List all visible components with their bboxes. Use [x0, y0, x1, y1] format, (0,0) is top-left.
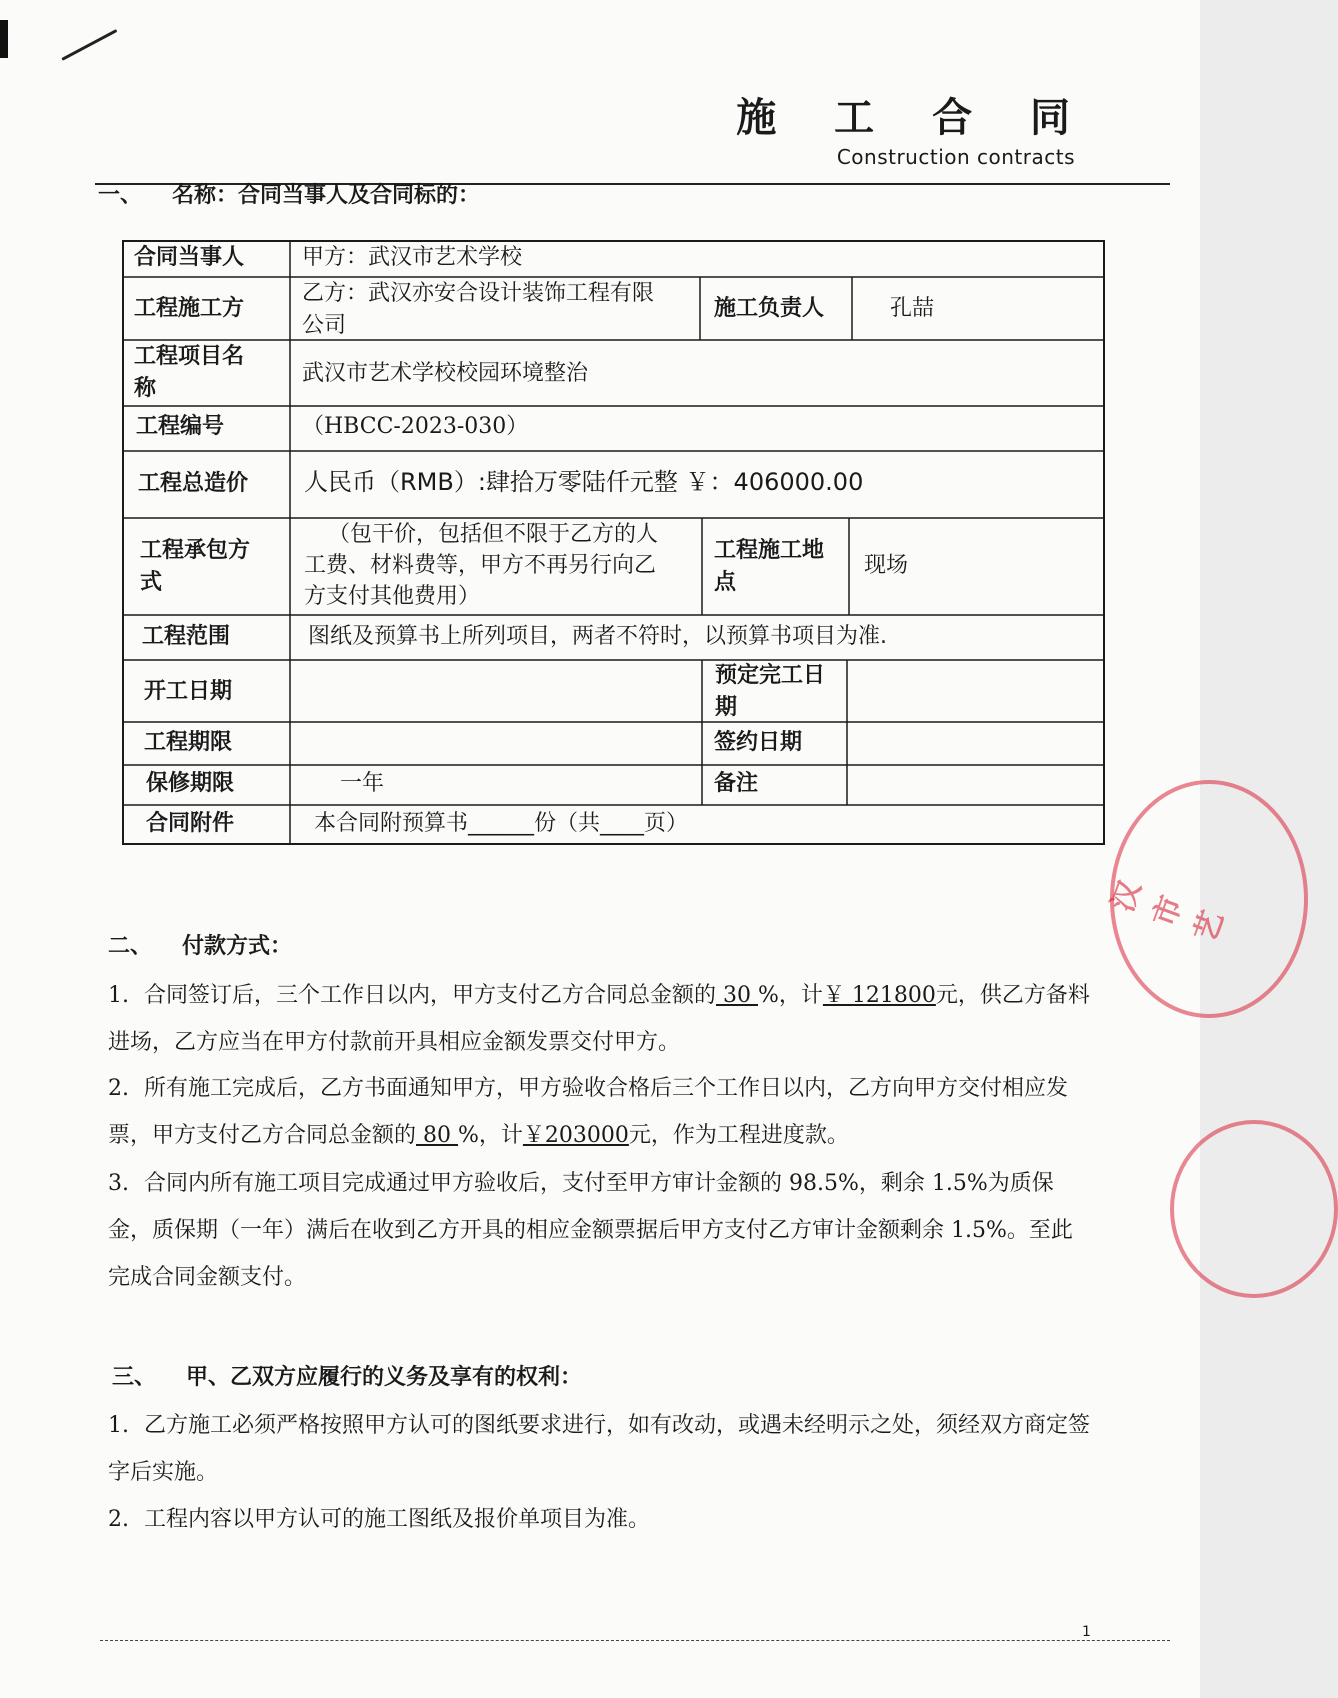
payment-item-1-percent: 30 [716, 983, 758, 1008]
contractor-value-line-1: 乙方：武汉亦安合设计装饰工程有限 [302, 281, 655, 306]
section-1-heading [98, 178, 480, 209]
duty-item-2-index: 2. [108, 1507, 129, 1532]
pen-stroke-mark [61, 29, 117, 61]
payment-item-2 [108, 1065, 1093, 1159]
remark-label: 备注 [714, 771, 759, 796]
sign-date-label: 签约日期 [714, 730, 803, 755]
payment-item-1-pre: 合同签订后，三个工作日以内，甲方支付乙方合同总金额的 [144, 983, 717, 1008]
attachment-value: 本合同附预算书______份（共____页） [314, 811, 689, 836]
seal-stamp-lower [1170, 1120, 1338, 1298]
payment-item-3-text: 合同内所有施工项目完成通过甲方验收后，支付至甲方审计金额的 98.5%，剩余 1.5%为质保金，质保期（一年）满后在收到乙方开具的相应金额票据后甲方支付乙方审计金额剩余 1.5%。至此完成合同金额支付。 [108, 1171, 1073, 1290]
duty-item-2 [108, 1496, 1093, 1543]
project-name-label [134, 341, 244, 405]
page-number: 1 [1082, 1624, 1091, 1640]
payment-item-1-amount: ￥ 121800 [822, 983, 936, 1008]
warranty-label: 保修期限 [146, 771, 235, 796]
scan-edge-mark [0, 20, 8, 58]
contract-mode-label-line-1: 工程承包方 [140, 538, 251, 563]
contract-mode-value-line-2: 工费、材料费等，甲方不再另行向乙 [304, 553, 657, 578]
section-1-title: 名称：合同当事人及合同标的： [172, 183, 481, 208]
manager-value: 孔喆 [890, 296, 935, 321]
section-2-heading [108, 929, 292, 960]
payment-item-1-index: 1. [108, 983, 129, 1008]
payment-item-2-post: 元，作为工程进度款。 [628, 1123, 849, 1148]
payment-item-3 [108, 1160, 1093, 1301]
payment-item-1 [108, 972, 1093, 1066]
total-price-value: 人民币（RMB）:肆拾万零陆仟元整 ￥：406000.00 [304, 468, 864, 496]
site-value: 现场 [864, 553, 909, 578]
attachment-label: 合同附件 [146, 811, 235, 836]
duty-item-2-text: 工程内容以甲方认可的施工图纸及报价单项目为准。 [144, 1507, 651, 1532]
section-3-heading [112, 1360, 582, 1391]
project-no-value: （HBCC-2023-030） [302, 414, 529, 439]
start-date-label: 开工日期 [144, 679, 233, 704]
payment-item-1-post: 元，供乙方备料进场，乙方应当在甲方付款前开具相应金额发票交付甲方。 [108, 983, 1090, 1055]
section-3-number: 三、 [112, 1365, 157, 1390]
project-name-label-line-1: 工程项目名 [134, 344, 245, 369]
party-value: 甲方：武汉市艺术学校 [302, 245, 523, 270]
site-label-line-1: 工程施工地 [714, 538, 825, 563]
contractor-value-line-2: 公司 [302, 313, 347, 338]
project-name-value: 武汉市艺术学校校园环境整治 [302, 361, 589, 386]
document-subtitle: Construction contracts [836, 145, 1075, 169]
contract-mode-label-line-2: 式 [140, 570, 163, 595]
site-label [714, 535, 824, 599]
contract-info-table [122, 240, 1105, 845]
planned-end-label-line-1: 预定完工日 [715, 663, 826, 688]
party-label: 合同当事人 [134, 245, 245, 270]
payment-item-1-mid: %，计 [758, 983, 823, 1008]
contract-mode-value [304, 519, 658, 612]
contractor-value [302, 278, 654, 342]
duty-item-1 [108, 1402, 1093, 1496]
scope-value: 图纸及预算书上所列项目，两者不符时，以预算书项目为准. [308, 624, 887, 649]
duty-item-1-text: 乙方施工必须严格按照甲方认可的图纸要求进行，如有改动，或遇未经明示之处，须经双方商定签字后实施。 [108, 1413, 1091, 1485]
seal-stamp-upper-glyph: 汉 市 艺 [1105, 876, 1232, 947]
contract-mode-value-line-1: （包干价，包括但不限于乙方的人 [328, 522, 659, 547]
duty-item-1-index: 1. [108, 1413, 129, 1438]
section-2-title: 付款方式： [182, 934, 293, 959]
scope-label: 工程范围 [142, 624, 231, 649]
total-price-label: 工程总造价 [138, 471, 249, 496]
payment-item-2-amount: ￥203000 [522, 1123, 629, 1148]
project-no-label: 工程编号 [136, 414, 225, 439]
payment-item-2-percent: 80 [416, 1123, 458, 1148]
payment-item-2-mid: %，计 [458, 1123, 523, 1148]
document-title: 施 工 合 同 [736, 94, 1092, 141]
payment-item-2-index: 2. [108, 1076, 129, 1101]
contractor-label: 工程施工方 [134, 296, 245, 321]
period-label: 工程期限 [144, 730, 233, 755]
site-label-line-2: 点 [714, 570, 737, 595]
section-1-number: 一、 [98, 183, 143, 208]
contract-mode-value-line-3: 方支付其他费用） [304, 584, 481, 609]
planned-end-label-line-2: 期 [715, 695, 738, 720]
contract-mode-label [140, 535, 250, 599]
project-name-label-line-2: 称 [134, 376, 157, 401]
payment-item-2-pre: 所有施工完成后，乙方书面通知甲方，甲方验收合格后三个工作日以内，乙方向甲方交付相应发票，甲方支付乙方合同总金额的 [108, 1076, 1069, 1148]
section-2-number: 二、 [108, 934, 153, 959]
section-3-title: 甲、乙双方应履行的义务及享有的权利： [186, 1365, 583, 1390]
planned-end-label [715, 660, 825, 724]
warranty-value: 一年 [340, 771, 385, 796]
payment-item-3-index: 3. [108, 1171, 129, 1196]
footer-rule [100, 1640, 1170, 1641]
manager-label: 施工负责人 [714, 296, 825, 321]
